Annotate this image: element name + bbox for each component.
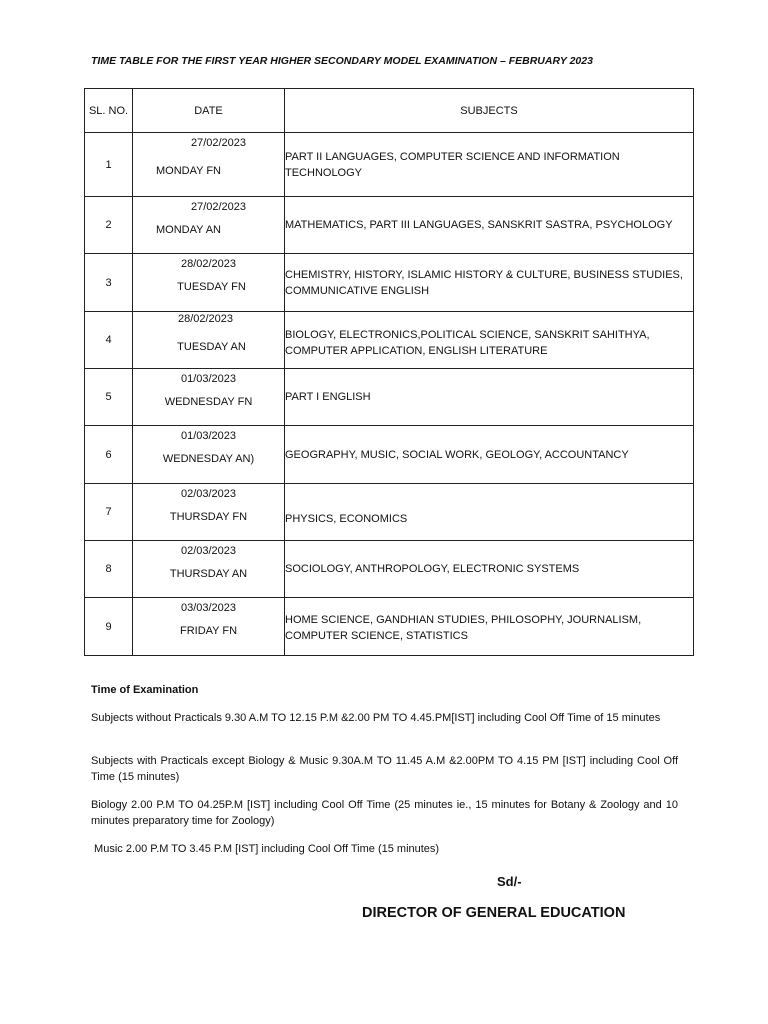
row-date: 01/03/2023 [180, 430, 237, 442]
table-row [85, 484, 694, 541]
header-date: DATE [133, 89, 285, 133]
time-paragraph-no-practicals: Subjects without Practicals 9.30 A.M TO 12.15 P.M &2.00 PM TO 4.45.PM[IST] including Cool Off Time of 15 minutes [91, 712, 661, 724]
row-date-cell [133, 598, 285, 656]
table-row [85, 426, 694, 484]
timetable [84, 88, 694, 656]
row-date: 02/03/2023 [180, 545, 237, 557]
table-row [85, 197, 694, 254]
row-subjects: BIOLOGY, ELECTRONICS,POLITICAL SCIENCE, SANSKRIT SAHITHYA, COMPUTER APPLICATION, ENGLISH LITERATURE [285, 312, 694, 369]
row-session: FRIDAY FN [179, 625, 238, 637]
row-session: TUESDAY AN [177, 341, 246, 353]
table-header-row [85, 89, 694, 133]
row-sl-no: 4 [85, 312, 133, 369]
table-row [85, 133, 694, 197]
row-date-cell [133, 133, 285, 197]
row-sl-no: 8 [85, 541, 133, 598]
row-sl-no: 7 [85, 484, 133, 541]
row-date-cell [133, 369, 285, 426]
time-paragraph-with-practicals: Subjects with Practicals except Biology & Music 9.30A.M TO 11.45 A.M &2.00PM TO 4.15 PM [IST] including Cool Off Time (15 minutes) [91, 755, 678, 783]
row-subjects: MATHEMATICS, PART III LANGUAGES, SANSKRIT SASTRA, PSYCHOLOGY [285, 197, 694, 254]
row-date-cell [133, 426, 285, 484]
row-date: 27/02/2023 [190, 137, 247, 149]
time-paragraph-music: Music 2.00 P.M TO 3.45 P.M [IST] including Cool Off Time (15 minutes) [91, 843, 440, 855]
table-row [85, 254, 694, 312]
row-subjects: GEOGRAPHY, MUSIC, SOCIAL WORK, GEOLOGY, ACCOUNTANCY [285, 426, 694, 484]
row-date: 01/03/2023 [180, 373, 237, 385]
row-date-cell [133, 312, 285, 369]
header-sl-no: SL. NO. [85, 89, 133, 133]
row-subjects: CHEMISTRY, HISTORY, ISLAMIC HISTORY & CULTURE, BUSINESS STUDIES, COMMUNICATIVE ENGLISH [285, 254, 694, 312]
row-date: 02/03/2023 [180, 488, 237, 500]
signature-sd: Sd/- [497, 874, 522, 889]
row-sl-no: 6 [85, 426, 133, 484]
document-title: TIME TABLE FOR THE FIRST YEAR HIGHER SECONDARY MODEL EXAMINATION – FEBRUARY 2023 [91, 55, 593, 67]
row-subjects: PART I ENGLISH [285, 369, 694, 426]
row-session: TUESDAY FN [177, 281, 246, 293]
table-row [85, 598, 694, 656]
row-date-cell [133, 254, 285, 312]
row-sl-no: 1 [85, 133, 133, 197]
row-date-cell [133, 197, 285, 254]
row-session: THURSDAY FN [169, 511, 248, 523]
row-subjects: HOME SCIENCE, GANDHIAN STUDIES, PHILOSOPHY, JOURNALISM, COMPUTER SCIENCE, STATISTICS [285, 598, 694, 656]
header-subjects: SUBJECTS [285, 89, 694, 133]
row-subjects: PART II LANGUAGES, COMPUTER SCIENCE AND INFORMATION TECHNOLOGY [285, 133, 694, 197]
row-sl-no: 2 [85, 197, 133, 254]
row-sl-no: 5 [85, 369, 133, 426]
signing-authority: DIRECTOR OF GENERAL EDUCATION [362, 905, 626, 921]
row-session: WEDNESDAY FN [164, 396, 253, 408]
time-of-examination-heading: Time of Examination [91, 684, 199, 696]
row-date: 28/02/2023 [177, 313, 234, 325]
row-sl-no: 3 [85, 254, 133, 312]
row-date: 27/02/2023 [190, 201, 247, 213]
table-row [85, 312, 694, 369]
row-date-cell [133, 484, 285, 541]
time-paragraph-biology: Biology 2.00 P.M TO 04.25P.M [IST] including Cool Off Time (25 minutes ie., 15 minutes for Botany & Zoology and 10 minutes preparatory time for Zoology) [91, 799, 678, 827]
row-date: 03/03/2023 [180, 602, 237, 614]
row-session: MONDAY AN [156, 224, 221, 236]
row-date: 28/02/2023 [180, 258, 237, 270]
row-session: THURSDAY AN [169, 568, 248, 580]
row-session: WEDNESDAY AN) [162, 453, 255, 465]
row-session: MONDAY FN [156, 165, 221, 177]
table-row [85, 541, 694, 598]
row-date-cell [133, 541, 285, 598]
row-subjects: SOCIOLOGY, ANTHROPOLOGY, ELECTRONIC SYSTEMS [285, 541, 694, 598]
row-sl-no: 9 [85, 598, 133, 656]
table-row [85, 369, 694, 426]
row-subjects: PHYSICS, ECONOMICS [285, 484, 694, 541]
